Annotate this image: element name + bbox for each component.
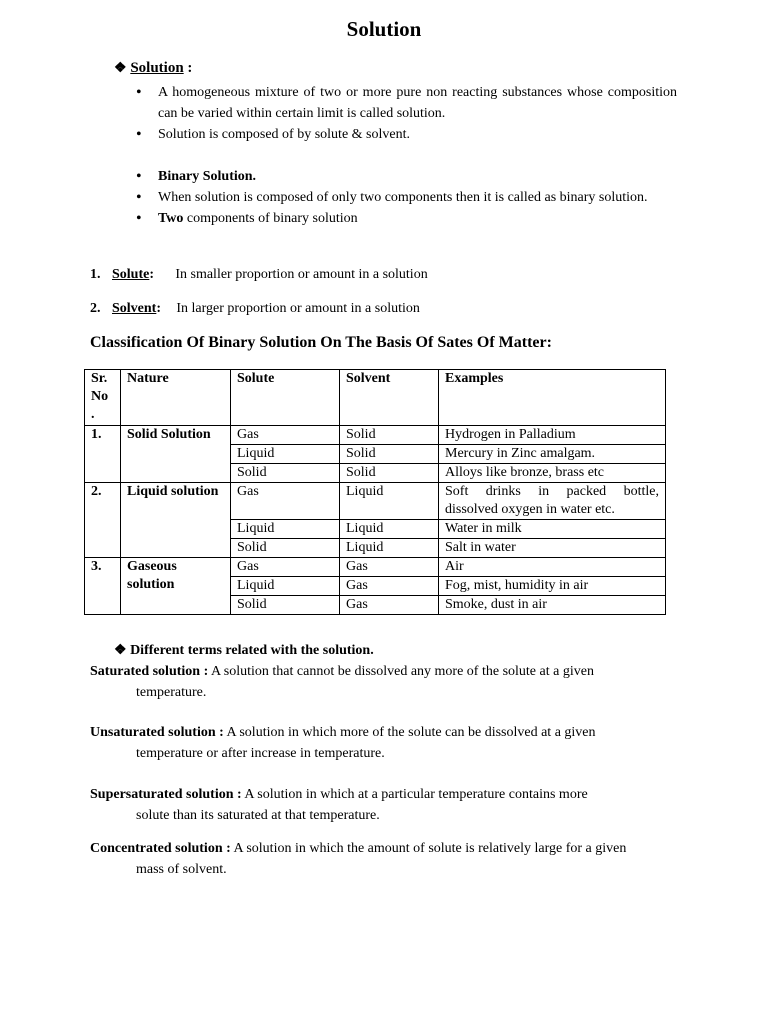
term-desc-line1: A solution in which more of the solute can be dissolved at a given <box>223 725 596 740</box>
cell-solvent: Solid <box>340 464 439 483</box>
term-desc-line1: A solution that cannot be dissolved any more of the solute at a given <box>208 664 594 679</box>
component-desc: In smaller proportion or amount in a solution <box>175 267 428 282</box>
term-desc-line1: A solution in which the amount of solute is relatively large for a given <box>230 841 627 856</box>
list-item: • A homogeneous mixture of two or more pure non reacting substances whose composition can be varied within certain limit is called solution. <box>136 82 677 124</box>
term-unsaturated <box>90 722 677 764</box>
cell-solvent: Liquid <box>340 520 439 539</box>
cell-example: Mercury in Zinc amalgam. <box>439 445 666 464</box>
header-sr-no: Sr. No . <box>85 370 121 426</box>
cell-nature: Solid Solution <box>121 426 231 483</box>
cell-example: Alloys like bronze, brass etc <box>439 464 666 483</box>
section-heading-solution <box>114 58 192 79</box>
binary-bullet-list <box>136 166 677 229</box>
cell-solvent: Liquid <box>340 539 439 558</box>
cell-solute: Liquid <box>231 520 340 539</box>
cell-solvent: Gas <box>340 577 439 596</box>
diamond-bullet-icon: ❖ <box>114 643 127 658</box>
header-nature: Nature <box>121 370 231 426</box>
page-title: Solution <box>346 17 422 41</box>
term-saturated <box>90 661 677 703</box>
bullet-text: components of binary solution <box>183 211 358 226</box>
cell-sr: 1. <box>85 426 121 483</box>
bullet-bold-word: Two <box>158 211 184 226</box>
diamond-bullet-icon: ❖ <box>114 61 127 76</box>
section-heading-colon: : <box>183 60 193 76</box>
component-desc: In larger proportion or amount in a solution <box>176 301 420 316</box>
classification-heading: Classification Of Binary Solution On The Basis Of Sates Of Matter: <box>90 334 552 351</box>
cell-example: Fog, mist, humidity in air <box>439 577 666 596</box>
cell-nature: Liquid solution <box>121 483 231 558</box>
component-separator: : <box>156 301 162 316</box>
table-row <box>85 483 666 520</box>
section-heading-text: Solution <box>130 60 184 76</box>
list-item: • Solution is composed of by solute & solvent. <box>136 124 677 145</box>
term-name: Unsaturated solution : <box>90 725 224 740</box>
component-term: Solvent <box>112 301 157 316</box>
cell-sr: 2. <box>85 483 121 558</box>
item-number: 2. <box>90 301 101 316</box>
cell-example: Water in milk <box>439 520 666 539</box>
cell-example: Air <box>439 558 666 577</box>
cell-solvent: Solid <box>340 426 439 445</box>
table-row <box>85 558 666 577</box>
cell-solvent: Gas <box>340 596 439 615</box>
term-desc-line1: A solution in which at a particular temperature contains more <box>241 787 588 802</box>
cell-solvent: Gas <box>340 558 439 577</box>
list-item <box>136 166 677 187</box>
term-concentrated <box>90 838 677 880</box>
header-examples: Examples <box>439 370 666 426</box>
term-name: Supersaturated solution : <box>90 787 242 802</box>
cell-solute: Liquid <box>231 577 340 596</box>
cell-solute: Gas <box>231 483 340 520</box>
table-header-row <box>85 370 666 426</box>
cell-solute: Liquid <box>231 445 340 464</box>
cell-example: Salt in water <box>439 539 666 558</box>
header-solvent: Solvent <box>340 370 439 426</box>
component-item-solute <box>90 264 690 285</box>
cell-solute: Solid <box>231 539 340 558</box>
cell-solvent: Solid <box>340 445 439 464</box>
terms-heading <box>114 640 374 661</box>
terms-heading-text: Different terms related with the solution. <box>130 643 374 658</box>
term-desc-line2: solute than its saturated at that temperature. <box>136 808 380 823</box>
term-name: Concentrated solution : <box>90 841 231 856</box>
cell-nature: Gaseous solution <box>121 558 231 615</box>
component-term: Solute <box>112 267 150 282</box>
binary-heading: Binary Solution. <box>158 169 257 184</box>
cell-example: Smoke, dust in air <box>439 596 666 615</box>
cell-solvent: Liquid <box>340 483 439 520</box>
component-separator: : <box>149 267 155 282</box>
term-desc-line2: mass of solvent. <box>136 862 227 877</box>
item-number: 1. <box>90 267 101 282</box>
cell-solute: Solid <box>231 464 340 483</box>
term-name: Saturated solution : <box>90 664 209 679</box>
list-item: • When solution is composed of only two components then it is called as binary solution. <box>136 187 677 208</box>
classification-table <box>84 369 666 615</box>
solution-bullet-list <box>136 82 677 145</box>
cell-sr: 3. <box>85 558 121 615</box>
term-desc-line2: temperature or after increase in temperature. <box>136 746 385 761</box>
table-row <box>85 426 666 445</box>
list-item <box>136 208 677 229</box>
term-desc-line2: temperature. <box>136 685 207 700</box>
cell-example: Hydrogen in Palladium <box>439 426 666 445</box>
cell-solute: Gas <box>231 426 340 445</box>
cell-solute: Solid <box>231 596 340 615</box>
term-supersaturated <box>90 784 677 826</box>
cell-example: Soft drinks in packed bottle, dissolved oxygen in water etc. <box>439 483 666 520</box>
header-solute: Solute <box>231 370 340 426</box>
cell-solute: Gas <box>231 558 340 577</box>
component-item-solvent <box>90 298 690 319</box>
